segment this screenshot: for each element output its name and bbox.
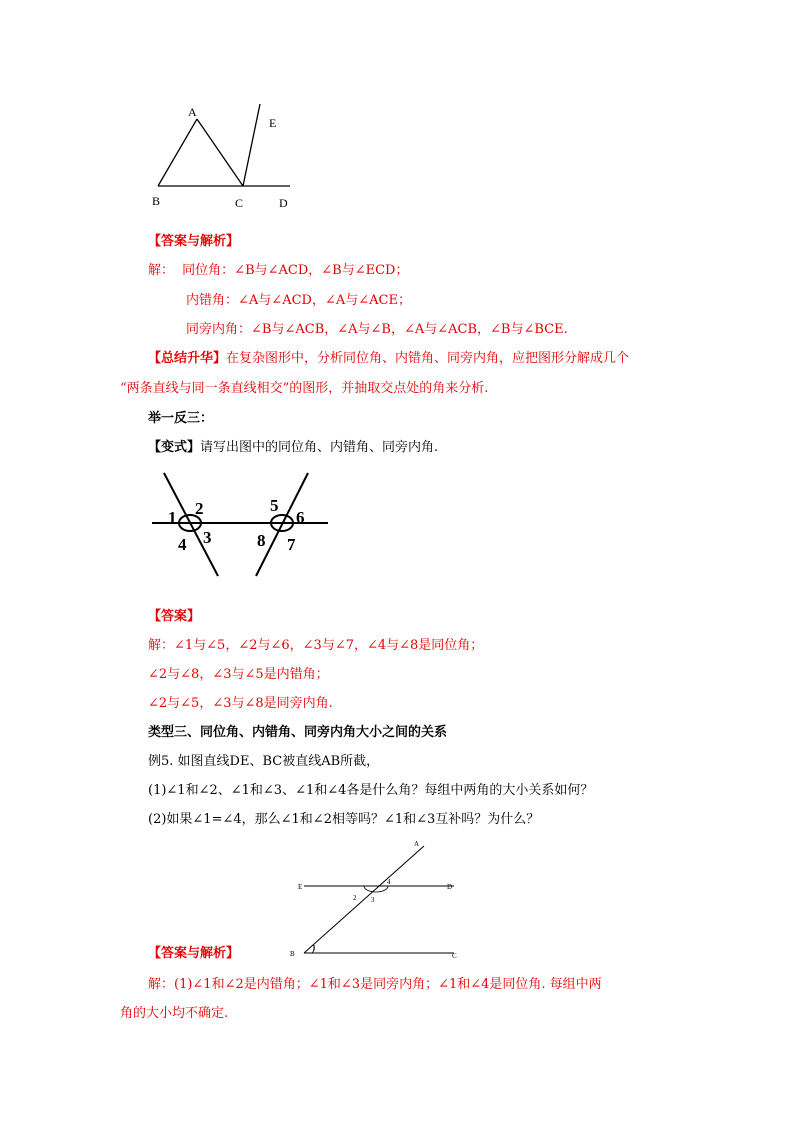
summary-line-1 [148,350,629,368]
summary-text-1: 在复杂图形中，分析同位角、内错角、同旁内角，应把图形分解成几个 [226,351,630,366]
answer-row-corresponding [148,262,408,280]
angle-label-4: 4 [178,535,187,554]
answer2-heading: 【答案】 [148,609,201,624]
question-2: (2)如果∠1=∠4，那么∠1和∠2相等吗？∠1和∠3互补吗？为什么？ [148,812,540,827]
label-b3: B [290,950,295,958]
answer2-line-2: ∠2与∠8，∠3与∠5是内错角； [148,667,329,682]
practice-heading: 举一反三： [148,411,214,426]
summary-heading: 【总结升华】 [148,351,227,366]
angle-label-1: 1 [168,508,177,527]
label-d: D [279,196,288,210]
label-e: E [269,116,277,130]
variant-line [148,439,438,457]
label-c3: C [452,952,457,960]
angle-num-2: 2 [353,894,357,902]
answer3-heading: 【答案与解析】 [148,946,240,961]
label-a: A [188,105,197,119]
figure-triangle-acd [140,95,310,220]
section-title: 类型三、同位角、内错角、同旁内角大小之间的关系 [148,725,448,740]
angle-label-3: 3 [203,528,212,547]
answer3-line-1: 解：(1)∠1和∠2是内错角；∠1和∠3是同旁内角；∠1和∠4是同位角. 每组中两 [148,977,602,992]
transversal-ab [304,846,424,953]
answer2-line-3: ∠2与∠5，∠3与∠8是同旁内角. [148,696,333,711]
segment-ab [158,119,197,186]
angle-label-5: 5 [270,496,279,515]
ray-ce [243,104,260,186]
variant-text: 请写出图中的同位角、内错角、同旁内角. [200,440,439,455]
figure-transversal-ab [290,836,470,964]
summary-line-2: “两条直线与同一条直线相交”的图形，并抽取交点处的角来分析. [120,381,489,396]
answer-row-interior [186,321,568,339]
jie-label: 解： [148,263,175,278]
corresponding-text: ∠B与∠ACD，∠B与∠ECD； [234,263,409,278]
angle-num-3: 3 [371,896,375,904]
label-c: C [235,196,244,210]
answer2-line-1: 解：∠1与∠5，∠2与∠6，∠3与∠7，∠4与∠8是同位角； [148,638,484,653]
angle-label-2: 2 [195,499,204,518]
label-e3: E [298,883,303,891]
answer-heading: 【答案与解析】 [148,234,240,249]
label-b: B [152,194,161,208]
figure-two-transversals [148,466,333,584]
angle-label-6: 6 [296,508,305,527]
alternate-label: 内错角： [186,293,239,308]
corresponding-label: 同位角： [182,263,235,278]
answer-row-alternate [186,292,411,310]
interior-text: ∠B与∠ACB，∠A与∠B，∠A与∠ACB，∠B与∠BCE. [251,322,568,337]
angle-num-4: 4 [387,878,391,886]
example-intro: 例5. 如图直线DE、BC被直线AB所截， [148,754,380,769]
angle-num-1: 1 [312,944,316,952]
angle-label-8: 8 [257,531,266,550]
variant-tag: 【变式】 [148,440,201,455]
question-1: (1)∠1和∠2、∠1和∠3、∠1和∠4各是什么角？每组中两角的大小关系如何？ [148,783,594,798]
label-a3: A [414,840,420,848]
interior-label: 同旁内角： [186,322,252,337]
angle-label-7: 7 [287,535,296,554]
alternate-text: ∠A与∠ACD，∠A与∠ACE； [238,293,411,308]
label-d3: D [447,883,453,891]
segment-ac [197,119,243,186]
answer3-line-2: 角的大小均不确定. [120,1006,229,1021]
